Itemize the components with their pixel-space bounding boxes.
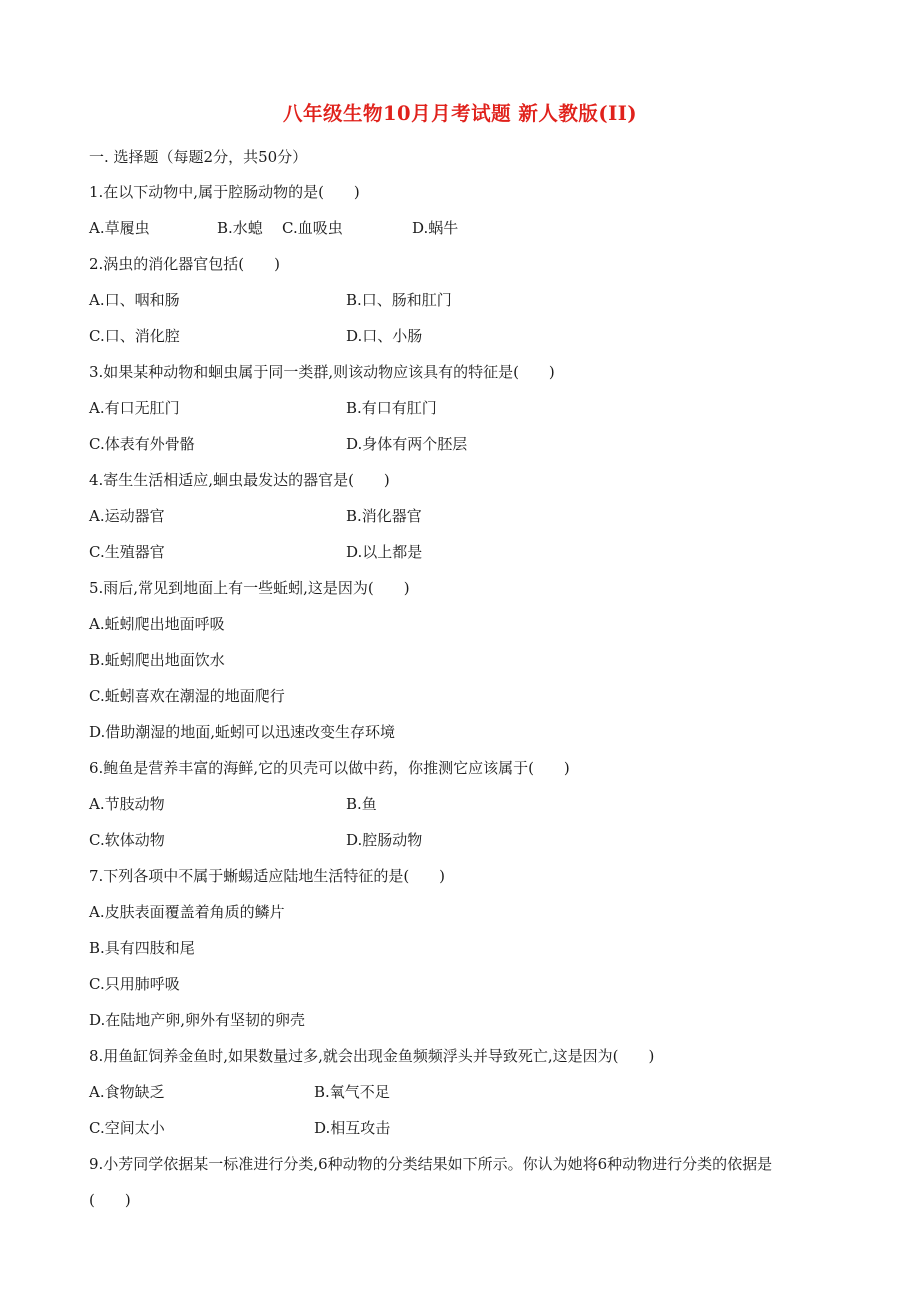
question-7-option-b: B.具有四肢和尾	[89, 939, 195, 957]
question-5-stem: 5.雨后,常见到地面上有一些蚯蚓,这是因为( )	[89, 579, 410, 597]
question-8-option-d: D.相互攻击	[314, 1119, 391, 1137]
question-4-option-a: A.运动器官	[89, 507, 165, 525]
question-8-option-b: B.氧气不足	[314, 1083, 390, 1101]
question-8-stem: 8.用鱼缸饲养金鱼时,如果数量过多,就会出现金鱼频频浮头并导致死亡,这是因为( )	[89, 1047, 655, 1065]
question-1-option-c: C.血吸虫	[282, 219, 343, 237]
question-6-option-a: A.节肢动物	[89, 795, 165, 813]
question-8-option-a: A.食物缺乏	[89, 1083, 165, 1101]
question-4-option-d: D.以上都是	[346, 543, 423, 561]
question-2-option-d: D.口、小肠	[346, 327, 423, 345]
question-1-option-b: B.水螅	[217, 219, 263, 237]
question-4-option-b: B.消化器官	[346, 507, 422, 525]
question-5-option-a: A.蚯蚓爬出地面呼吸	[89, 615, 225, 633]
question-9-stem: 9.小芳同学依据某一标准进行分类,6种动物的分类结果如下所示。你认为她将6种动物进行分类的依据是	[89, 1155, 773, 1173]
question-3-option-c: C.体表有外骨骼	[89, 435, 195, 453]
question-3-option-d: D.身体有两个胚层	[346, 435, 468, 453]
question-2-stem: 2.涡虫的消化器官包括( )	[89, 255, 281, 273]
question-1-stem: 1.在以下动物中,属于腔肠动物的是( )	[89, 183, 360, 201]
question-2-option-b: B.口、肠和肛门	[346, 291, 452, 309]
question-7-stem: 7.下列各项中不属于蜥蜴适应陆地生活特征的是( )	[89, 867, 446, 885]
question-6-option-c: C.软体动物	[89, 831, 165, 849]
question-8-option-c: C.空间太小	[89, 1119, 165, 1137]
question-5-option-c: C.蚯蚓喜欢在潮湿的地面爬行	[89, 687, 285, 705]
question-3-stem: 3.如果某种动物和蛔虫属于同一类群,则该动物应该具有的特征是( )	[89, 363, 555, 381]
question-4-option-c: C.生殖器官	[89, 543, 165, 561]
question-6-stem: 6.鲍鱼是营养丰富的海鲜,它的贝壳可以做中药，你推测它应该属于( )	[89, 759, 570, 777]
question-2-option-a: A.口、咽和肠	[89, 291, 180, 309]
question-5-option-b: B.蚯蚓爬出地面饮水	[89, 651, 225, 669]
question-9-stem-continued: ( )	[89, 1191, 131, 1209]
question-7-option-c: C.只用肺呼吸	[89, 975, 180, 993]
question-1-option-a: A.草履虫	[89, 219, 150, 237]
question-3-option-b: B.有口有肛门	[346, 399, 437, 417]
question-3-option-a: A.有口无肛门	[89, 399, 180, 417]
question-4-stem: 4.寄生生活相适应,蛔虫最发达的器官是( )	[89, 471, 390, 489]
question-1-option-d: D.蜗牛	[412, 219, 459, 237]
question-2-option-c: C.口、消化腔	[89, 327, 180, 345]
section-heading: 一. 选择题（每题2分，共50分）	[89, 148, 308, 166]
question-5-option-d: D.借助潮湿的地面,蚯蚓可以迅速改变生存环境	[89, 723, 396, 741]
question-6-option-b: B.鱼	[346, 795, 377, 813]
page-title: 八年级生物10月月考试题 新人教版(II)	[282, 102, 638, 125]
question-7-option-a: A.皮肤表面覆盖着角质的鳞片	[89, 903, 285, 921]
question-7-option-d: D.在陆地产卵,卵外有坚韧的卵壳	[89, 1011, 306, 1029]
question-6-option-d: D.腔肠动物	[346, 831, 423, 849]
